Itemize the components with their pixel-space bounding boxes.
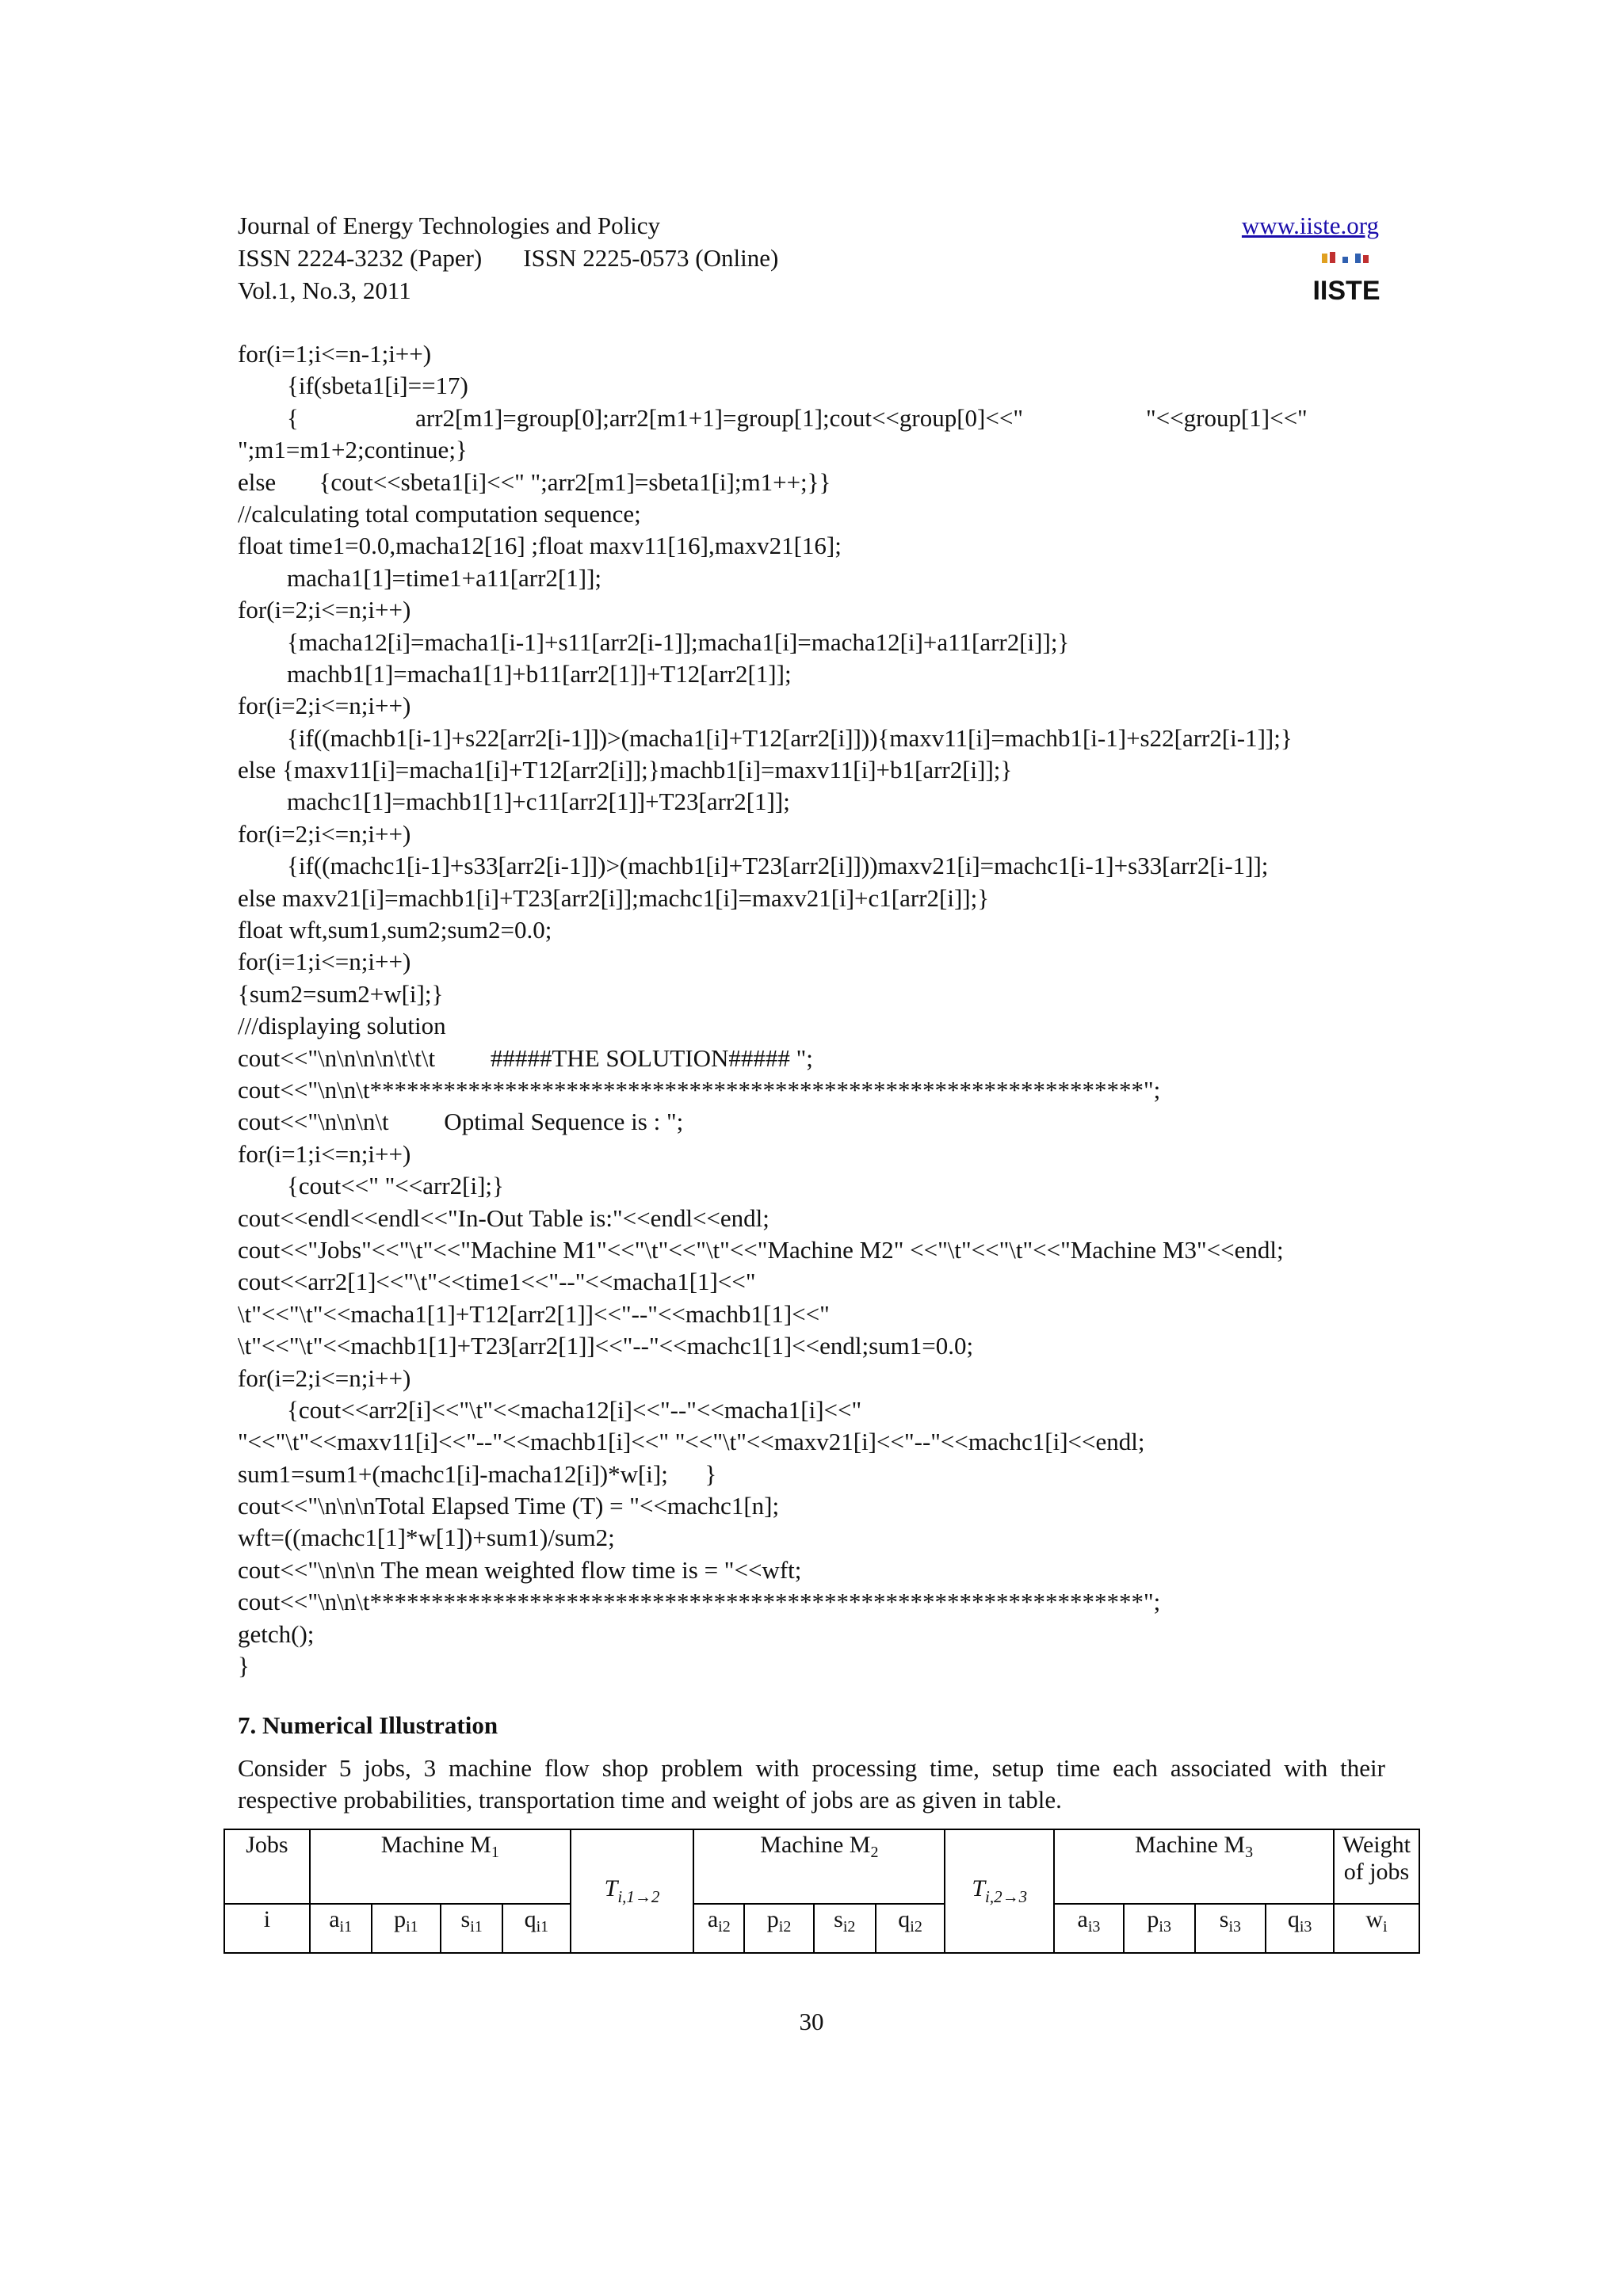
code-line: {if(sbeta1[i]==17) bbox=[238, 372, 468, 400]
m1-sub: 1 bbox=[491, 1844, 499, 1861]
subheader-subscript: i2 bbox=[718, 1918, 731, 1936]
subheader-m3-1 bbox=[1124, 1904, 1195, 1953]
code-listing bbox=[238, 338, 1387, 1682]
subheader-subscript: i3 bbox=[1159, 1918, 1171, 1936]
code-line: else {cout<<sbeta1[i]<<" ";arr2[m1]=sbeta1[i];m1++;}} bbox=[238, 467, 831, 496]
subheader-symbol: a bbox=[329, 1906, 340, 1932]
subheader-m1-0 bbox=[310, 1904, 372, 1953]
code-line: float wft,sum1,sum2;sum2=0.0; bbox=[238, 916, 552, 944]
code-line: for(i=2;i<=n;i++) bbox=[238, 819, 411, 848]
subheader-symbol: a bbox=[1077, 1906, 1088, 1932]
code-line: ";m1=m1+2;continue;} bbox=[238, 436, 468, 464]
code-line: ///displaying solution bbox=[238, 1012, 446, 1040]
code-line: for(i=1;i<=n;i++) bbox=[238, 1139, 411, 1168]
header-transport-23 bbox=[945, 1829, 1054, 1953]
subheader-m2-1 bbox=[744, 1904, 814, 1953]
code-line: float time1=0.0,macha12[16] ;float maxv11[16],maxv21[16]; bbox=[238, 532, 842, 560]
subheader-subscript: i2 bbox=[910, 1918, 922, 1936]
m3-label: Machine M bbox=[1134, 1832, 1246, 1858]
code-line: cout<<"\n\n\n The mean weighted flow time is = "<<wft; bbox=[238, 1555, 802, 1584]
subheader-symbol: q bbox=[1287, 1906, 1300, 1932]
header-jobs: Jobs bbox=[224, 1829, 310, 1904]
subheader-symbol: p bbox=[394, 1906, 407, 1932]
subheader-subscript: i3 bbox=[1087, 1918, 1101, 1936]
code-line: \t"<<"\t"<<macha1[1]+T12[arr2[1]]<<"--"<<machb1[1]<<" bbox=[238, 1299, 830, 1328]
issn-paper: ISSN 2224-3232 (Paper) bbox=[238, 244, 483, 272]
code-line: cout<<arr2[1]<<"\t"<<time1<<"--"<<macha1[1]<<" bbox=[238, 1268, 756, 1296]
table-header-row bbox=[224, 1829, 1419, 1904]
weight-subscript: i bbox=[1383, 1918, 1388, 1936]
subheader-symbol: s bbox=[1219, 1906, 1229, 1932]
section-title: 7. Numerical Illustration bbox=[238, 1711, 498, 1739]
subheader-symbol: p bbox=[766, 1906, 779, 1932]
header-transport-12 bbox=[571, 1829, 694, 1953]
subheader-subscript: i2 bbox=[842, 1918, 856, 1936]
journal-title: Journal of Energy Technologies and Policy bbox=[238, 212, 661, 239]
code-line: {if((machc1[i-1]+s33[arr2[i-1]])>(machb1[i]+T23[arr2[i]]))maxv21[i]=machc1[i-1]+s33[arr2[i-1]]; bbox=[238, 852, 1269, 880]
code-line: cout<<"\n\n\t***************************************************************"; bbox=[238, 1588, 1161, 1616]
subheader-symbol: p bbox=[1147, 1906, 1159, 1932]
code-line: {macha12[i]=macha1[i-1]+s11[arr2[i-1]];macha1[i]=macha12[i]+a11[arr2[i]];} bbox=[238, 627, 1070, 656]
section-paragraph: Consider 5 jobs, 3 machine flow shop problem with processing time, setup time each associated with their respective probabilities, transportation time and weight of jobs are as given in table. bbox=[238, 1754, 1385, 1814]
subheader-m3-2 bbox=[1195, 1904, 1266, 1953]
issn-row bbox=[238, 242, 1379, 274]
code-line: wft=((machc1[1]*w[1])+sum1)/sum2; bbox=[238, 1524, 615, 1552]
code-line: cout<<"Jobs"<<"\t"<<"Machine M1"<<"\t"<<"\t"<<"Machine M2" <<"\t"<<"\t"<<"Machine M3"<<endl; bbox=[238, 1235, 1284, 1264]
code-line: {cout<<" "<<arr2[i];} bbox=[238, 1172, 504, 1200]
logo-bar-3 bbox=[1342, 257, 1348, 263]
page-number: 30 bbox=[799, 2008, 824, 2035]
subheader-subscript: i1 bbox=[406, 1918, 418, 1936]
code-line: machc1[1]=machb1[1]+c11[arr2[1]]+T23[arr2[1]]; bbox=[238, 788, 790, 816]
subheader-symbol: q bbox=[898, 1906, 911, 1932]
t23-sub: i,2→3 bbox=[985, 1887, 1028, 1906]
subheader-subscript: i1 bbox=[470, 1918, 483, 1936]
code-line: cout<<"\n\n\n\t Optimal Sequence is : "; bbox=[238, 1108, 684, 1136]
code-line: \t"<<"\t"<<machb1[1]+T23[arr2[1]]<<"--"<<machc1[1]<<endl;sum1=0.0; bbox=[238, 1332, 974, 1360]
subheader-m1-3 bbox=[502, 1904, 571, 1953]
code-line: else {maxv11[i]=macha1[i]+T12[arr2[i]];}machb1[i]=maxv11[i]+b1[arr2[i]];} bbox=[238, 756, 1013, 784]
code-line: for(i=1;i<=n;i++) bbox=[238, 948, 411, 976]
t12-label: T bbox=[604, 1875, 618, 1901]
m3-sub: 3 bbox=[1245, 1844, 1254, 1861]
subheader-subscript: i1 bbox=[536, 1918, 549, 1936]
subheader-subscript: i3 bbox=[1299, 1918, 1312, 1936]
m1-label: Machine M bbox=[380, 1832, 491, 1858]
subheader-symbol: s bbox=[460, 1906, 471, 1932]
logo-bar-2 bbox=[1330, 252, 1335, 263]
subheader-symbol: s bbox=[834, 1906, 843, 1932]
subheader-m3-3 bbox=[1266, 1904, 1334, 1953]
code-line: { arr2[m1]=group[0];arr2[m1+1]=group[1];cout<<group[0]<<" "<<group[1]<<" bbox=[238, 403, 1308, 432]
code-line: for(i=2;i<=n;i++) bbox=[238, 692, 411, 720]
header-machine-m3 bbox=[1054, 1829, 1334, 1904]
code-line: machb1[1]=macha1[1]+b11[arr2[1]]+T12[arr2[1]]; bbox=[238, 659, 792, 688]
subheader-subscript: i1 bbox=[339, 1918, 353, 1936]
code-line: {sum2=sum2+w[i];} bbox=[238, 979, 444, 1008]
journal-url-link[interactable]: www.iiste.org bbox=[1241, 212, 1379, 239]
code-line: cout<<"\n\n\t***************************************************************"; bbox=[238, 1075, 1161, 1104]
logo-bar-5 bbox=[1363, 255, 1369, 263]
code-line: for(i=1;i<=n-1;i++) bbox=[238, 340, 432, 368]
code-line: {cout<<arr2[i]<<"\t"<<macha12[i]<<"--"<<macha1[i]<<" bbox=[238, 1395, 862, 1424]
volume-info: Vol.1, No.3, 2011 bbox=[238, 277, 411, 304]
job-data-table bbox=[223, 1829, 1420, 1954]
code-line: macha1[1]=time1+a11[arr2[1]]; bbox=[238, 563, 602, 592]
code-line: } bbox=[238, 1652, 250, 1680]
code-line: cout<<endl<<endl<<"In-Out Table is:"<<endl<<endl; bbox=[238, 1203, 769, 1232]
subheader-m3-0 bbox=[1054, 1904, 1124, 1953]
t12-sub: i,1→2 bbox=[617, 1887, 660, 1906]
subheader-m2-3 bbox=[876, 1904, 945, 1953]
subheader-m2-0 bbox=[693, 1904, 744, 1953]
code-line: sum1=sum1+(machc1[i]-macha12[i])*w[i]; } bbox=[238, 1459, 717, 1488]
logo-bar-4 bbox=[1355, 254, 1361, 263]
header-machine-m2 bbox=[693, 1829, 945, 1904]
subheader-subscript: i3 bbox=[1228, 1918, 1241, 1936]
t23-label: T bbox=[972, 1875, 986, 1901]
code-line: for(i=2;i<=n;i++) bbox=[238, 1363, 411, 1392]
iiste-logo bbox=[1312, 250, 1381, 306]
code-line: "<<"\t"<<maxv11[i]<<"--"<<machb1[i]<<" "<<"\t"<<maxv21[i]<<"--"<<machc1[i]<<endl; bbox=[238, 1428, 1145, 1456]
subheader-i: i bbox=[224, 1904, 310, 1953]
code-line: getch(); bbox=[238, 1619, 315, 1648]
header-weight: Weight of jobs bbox=[1334, 1829, 1419, 1904]
code-line: cout<<"\n\n\n\n\t\t\t #####THE SOLUTION##### "; bbox=[238, 1043, 813, 1072]
subheader-weight bbox=[1334, 1904, 1419, 1953]
subheader-m1-1 bbox=[372, 1904, 441, 1953]
journal-header bbox=[238, 209, 1379, 307]
subheader-symbol: a bbox=[707, 1906, 719, 1932]
subheader-symbol: q bbox=[524, 1906, 537, 1932]
code-line: cout<<"\n\n\nTotal Elapsed Time (T) = "<<machc1[n]; bbox=[238, 1492, 780, 1520]
subheader-m2-2 bbox=[814, 1904, 876, 1953]
m2-sub: 2 bbox=[870, 1844, 879, 1861]
weight-symbol: w bbox=[1365, 1906, 1384, 1932]
subheader-subscript: i2 bbox=[778, 1918, 792, 1936]
header-machine-m1 bbox=[310, 1829, 571, 1904]
code-line: //calculating total computation sequence; bbox=[238, 499, 641, 528]
code-line: else maxv21[i]=machb1[i]+T23[arr2[i]];machc1[i]=maxv21[i]+c1[arr2[i]];} bbox=[238, 883, 990, 912]
logo-text: IISTE bbox=[1312, 276, 1381, 306]
logo-bar-1 bbox=[1322, 254, 1327, 263]
table-subheader-row bbox=[224, 1904, 1419, 1953]
subheader-m1-2 bbox=[441, 1904, 502, 1953]
code-line: {if((machb1[i-1]+s22[arr2[i-1]])>(macha1[i]+T12[arr2[i]])){maxv11[i]=machb1[i-1]+s22[arr2[i-1]];} bbox=[238, 723, 1293, 752]
issn-online: ISSN 2225-0573 (Online) bbox=[523, 244, 779, 272]
code-line: for(i=2;i<=n;i++) bbox=[238, 596, 411, 624]
m2-label: Machine M bbox=[760, 1832, 871, 1858]
